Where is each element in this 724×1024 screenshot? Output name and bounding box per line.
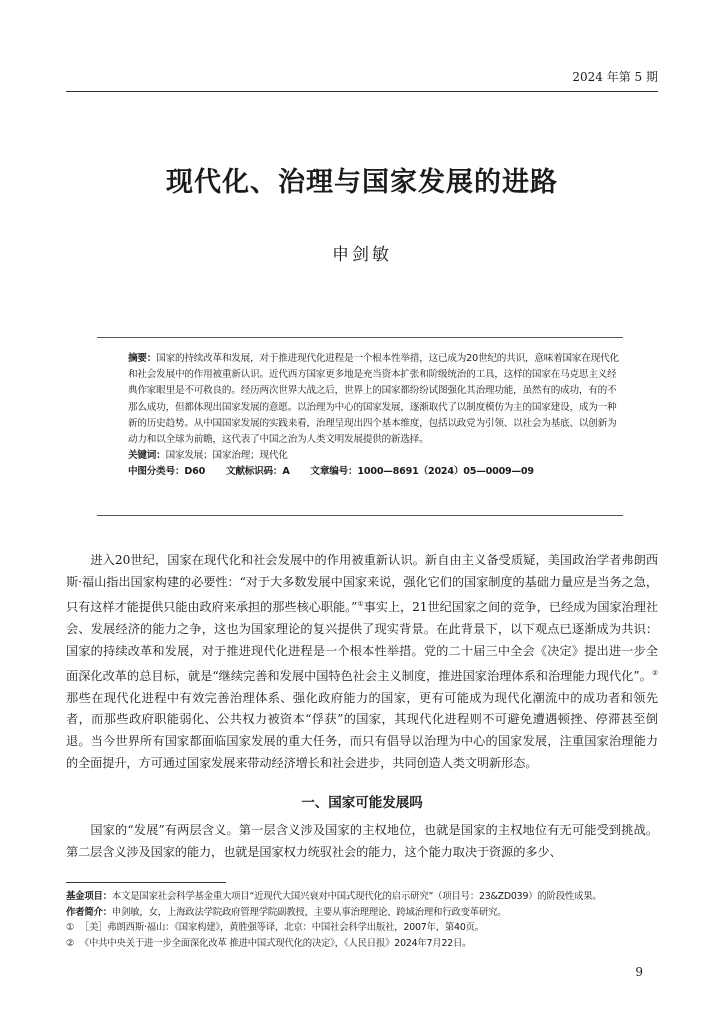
article-author: 申剑敏 (332, 245, 392, 265)
section-heading: 一、国家可能发展吗 (301, 795, 423, 811)
clc-label: 中图分类号： (128, 466, 185, 478)
abstract-label: 摘要： (128, 353, 157, 364)
paragraph-text: 那些在现代化进程中有效完善治理体系、强化政府能力的国家，更有可能成为现代化潮流中的成功者和领先者，而那些政府职能弱化、公共权力被资本“俘获”的国家，其现代化进程则不可避免遭遇顿挫、停滞甚至倒退。当今世界所有国家都面临国家发展的重大任务，而只有倡导以治理为中心的国家发展，注重国家治理能力的全面提升，方可通过国家发展来带动经济增长和社会进步，共同创造人类文明新形态。 (66, 690, 658, 771)
footnote-rule (66, 882, 226, 883)
author-label: 作者简介： (66, 906, 112, 918)
body-section (66, 820, 658, 864)
paragraph-text: 事实上，21世纪国家之间的竞争，已经成为国家治理社会、发展经济的能力之争，这也为国家理论的复兴提供了现实背景。在此背景下，以下观点已逐渐成为共识：国家的持续改革和发展，对于推进现代化进程是一个根本性举措。党的二十届三中全会《决定》提出进一步全面深化改革的总目标，就是“继续完善和发展中国特色社会主义制度，推进国家治理体系和治理能力现代化”。 (66, 599, 658, 683)
paragraph (66, 550, 658, 775)
abstract-text: 国家的持续改革和发展，对于推进现代化进程是一个根本性举措，这已成为20世纪的共识，意味着国家在现代化和社会发展中的作用被重新认识。近代西方国家更多地是充当资本扩张和阶级统治的工具，这样的国家在马克思主义经典作家眼里是不可救良的。经历两次世界大战之后，世界上的国家都纷纷试图强化其治理功能，虽然有的成功，有的不那么成功，但都体现出国家发展的意愿。以治理为中心的国家发展，逐渐取代了以制度模仿为主的国家建设，成为一种新的历史趋势。从中国国家发展的实践来看，治理呈现出四个基本维度，包括以政党为引领、以社会为基底、以创新为动力和以全球为前瞻，这代表了中国之治为人类文明发展提供的新选择。 (128, 353, 619, 446)
footnote-text: ［美］弗朗西斯·福山：《国家构建》，黄胜强等译，北京：中国社会科学出版社，2007年，第40页。 (79, 922, 484, 934)
author-text: 申剑敏，女，上海政法学院政府管理学院副教授，主要从事治理理论、跨域治理和行政变革研究。 (111, 906, 507, 918)
keywords (128, 448, 624, 464)
abstract (128, 351, 624, 448)
article-title: 现代化、治理与国家发展的进路 (166, 167, 558, 198)
footnote-text: 《中共中央关于进一步全面深化改革 推进中国式现代化的决定》，《人民日报》2024年7月22日。 (79, 937, 472, 949)
footnote-mark: ① (66, 922, 75, 934)
doc-code-label: 文献标识码： (225, 466, 283, 478)
paragraph-text: 进入20世纪，国家在现代化和社会发展中的作用被重新认识。新自由主义备受质疑，美国政治学者弗朗西斯·福山指出国家构建的必要性：“对于大多数发展中国家来说，强化它们的国家制度的基础力量应是当务之急，只有这样才能提供只能由政府来承担的那些核心职能。” (66, 553, 658, 614)
footnotes (66, 889, 666, 951)
abstract-box (97, 337, 623, 516)
keywords-label: 关键词： (128, 450, 166, 462)
classification-line (128, 464, 624, 480)
author-note (66, 905, 666, 921)
article-no-label: 文章编号： (310, 466, 358, 478)
fund-label: 基金项目： (66, 891, 112, 902)
clc-value: D60 (184, 466, 206, 478)
abstract-block (128, 351, 624, 481)
footnote-1 (66, 920, 666, 936)
body-intro (66, 550, 658, 775)
page-number: 9 (635, 965, 643, 979)
doc-code-value: A (282, 466, 290, 478)
footnote-2 (66, 936, 666, 952)
footnote-ref[interactable]: ② (651, 668, 658, 677)
paragraph: 国家的“发展”有两层含义。第一层含义涉及国家的主权地位，也就是国家的主权地位有无可能受到挑战。第二层含义涉及国家的能力，也就是国家权力统驭社会的能力，这个能力取决于资源的多少、 (66, 823, 658, 859)
keywords-text: 国家发展；国家治理；现代化 (165, 450, 288, 462)
footnote-ref[interactable]: ① (357, 599, 364, 608)
article-no-value: 1000—8691（2024）05—0009—09 (357, 466, 534, 478)
issue-label: 2024 年第 5 期 (572, 70, 658, 84)
fund-text: 本文是国家社会科学基金重大项目“近现代大国兴衰对中国式现代化的启示研究”（项目号：23&ZD039）的阶段性成果。 (111, 891, 602, 902)
footnote-mark: ② (66, 937, 75, 949)
fund-note (66, 889, 666, 905)
header-rule (66, 91, 658, 92)
